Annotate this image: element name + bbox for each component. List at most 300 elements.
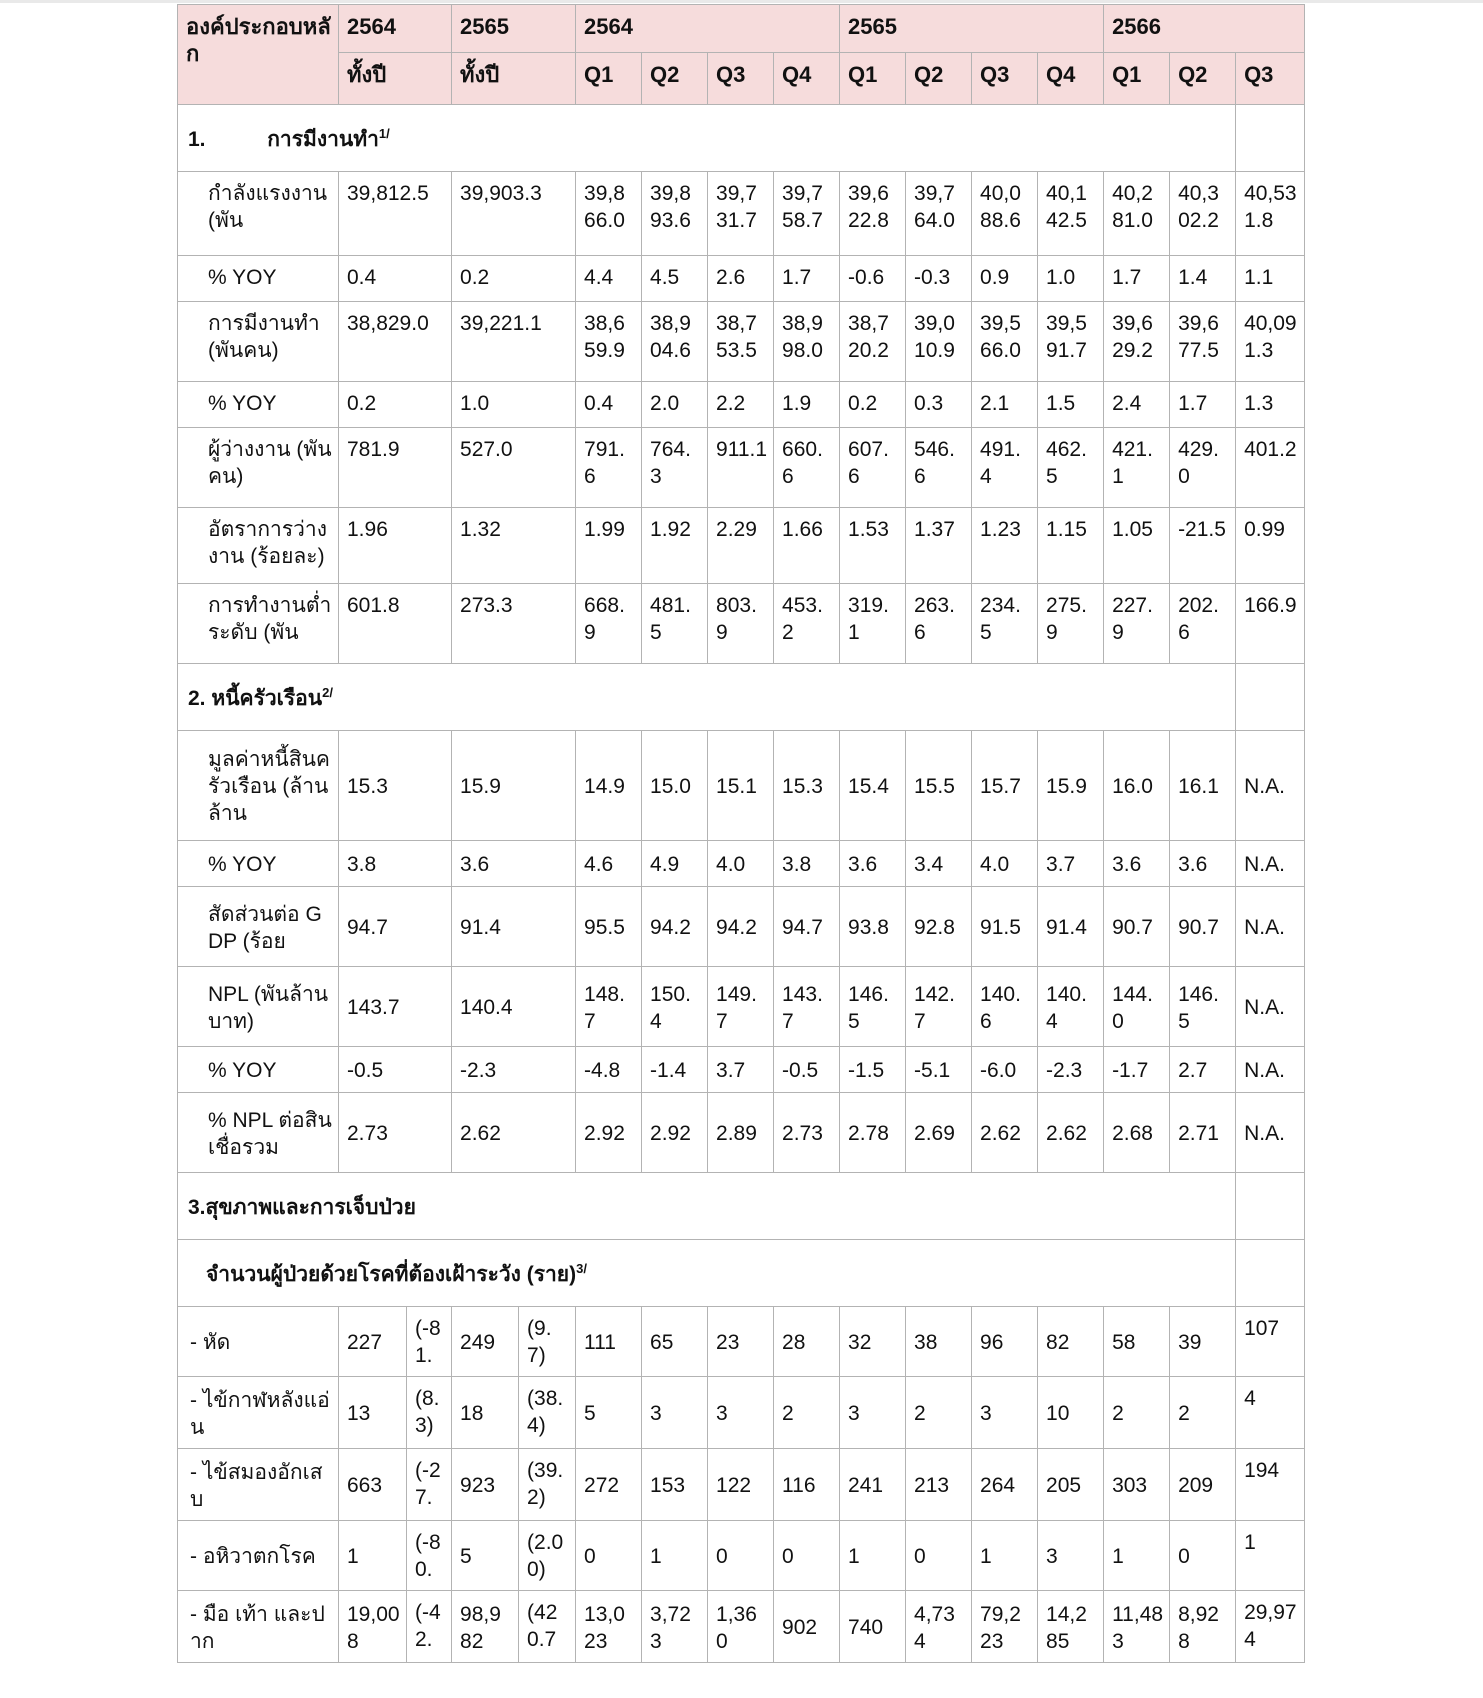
value-quarter: 3 [642,1377,708,1449]
value-2565-year: 39,221.1 [452,302,576,382]
row-label: ผู้ว่างงาน (พันคน) [178,428,339,508]
row-label: - ไข้สมองอักเสบ [178,1449,339,1521]
value-2565-year: 1.32 [452,508,576,584]
change-2565: (38.4) [519,1377,576,1449]
value-quarter: 65 [642,1307,708,1377]
footnote-marker: 2/ [322,684,333,700]
value-quarter: 303 [1104,1449,1170,1521]
value-quarter: 2.71 [1170,1093,1236,1173]
row-label: NPL (พันล้านบาท) [178,967,339,1047]
value-quarter: N.A. [1236,1093,1305,1173]
section-empty-cell [1236,1240,1305,1307]
header-q1: Q1 [576,53,642,105]
value-quarter: 39,622.8 [840,172,906,256]
value-quarter: 38,998.0 [774,302,840,382]
value-quarter: -1.7 [1104,1047,1170,1093]
value-quarter: 272 [576,1449,642,1521]
value-quarter: 3,723 [642,1591,708,1663]
value-2565-year: 273.3 [452,584,576,664]
cases-2564: 1 [339,1521,407,1591]
value-quarter: 1 [1104,1521,1170,1591]
value-quarter: 96 [972,1307,1038,1377]
section-title [178,105,1236,172]
value-quarter: 2.78 [840,1093,906,1173]
value-quarter: 32 [840,1307,906,1377]
value-quarter: 111 [576,1307,642,1377]
value-quarter: 4.9 [642,841,708,887]
value-quarter: 166.9 [1236,584,1305,664]
value-quarter: 143.7 [774,967,840,1047]
value-quarter: 241 [840,1449,906,1521]
table-row [178,1521,1305,1591]
section-health [178,1173,1305,1240]
subsection-title [178,1240,1236,1307]
value-quarter: 39,677.5 [1170,302,1236,382]
row-label: % YOY [178,1047,339,1093]
value-quarter: 93.8 [840,887,906,967]
value-2564-year: 1.96 [339,508,452,584]
value-quarter: 0 [906,1521,972,1591]
value-quarter: 0 [774,1521,840,1591]
value-quarter: 38,904.6 [642,302,708,382]
value-quarter: 92.8 [906,887,972,967]
value-quarter: 429.0 [1170,428,1236,508]
value-quarter: 40,142.5 [1038,172,1104,256]
row-label: - มือ เท้า และปาก [178,1591,339,1663]
disease-rows [178,1307,1305,1663]
table-row [178,1093,1305,1173]
change-2565: (39.2) [519,1449,576,1521]
value-quarter: 4.0 [708,841,774,887]
value-quarter: 13,023 [576,1591,642,1663]
value-quarter: 28 [774,1307,840,1377]
value-quarter: 202.6 [1170,584,1236,664]
value-quarter: 902 [774,1591,840,1663]
row-label: อัตราการว่างงาน (ร้อยละ) [178,508,339,584]
value-quarter: 3.4 [906,841,972,887]
value-quarter: 148.7 [576,967,642,1047]
header-q2: Q2 [1170,53,1236,105]
section-number: 1. [188,127,206,151]
table-row [178,967,1305,1047]
value-quarter: 2.7 [1170,1047,1236,1093]
value-quarter: N.A. [1236,1047,1305,1093]
value-quarter: 39,010.9 [906,302,972,382]
value-quarter: 1.23 [972,508,1038,584]
value-quarter: 3.7 [1038,841,1104,887]
value-quarter: 1.99 [576,508,642,584]
social-indicators-table [177,4,1305,1663]
value-2564-year: 601.8 [339,584,452,664]
value-quarter: 462.5 [1038,428,1104,508]
value-2564-year: 39,812.5 [339,172,452,256]
value-quarter: 150.4 [642,967,708,1047]
value-quarter: 4,734 [906,1591,972,1663]
value-quarter: 2.62 [1038,1093,1104,1173]
value-quarter: 38,753.5 [708,302,774,382]
value-quarter: 1.37 [906,508,972,584]
value-quarter: 1 [972,1521,1038,1591]
row-label: - หัด [178,1307,339,1377]
value-quarter: 2 [774,1377,840,1449]
table-row [178,841,1305,887]
value-quarter: 14,285 [1038,1591,1104,1663]
value-quarter: 146.5 [1170,967,1236,1047]
value-quarter: -0.3 [906,256,972,302]
cases-2564: 13 [339,1377,407,1449]
value-quarter: -21.5 [1170,508,1236,584]
value-quarter: N.A. [1236,841,1305,887]
value-2564-year: 3.8 [339,841,452,887]
cases-2565: 5 [452,1521,519,1591]
header-q4: Q4 [1038,53,1104,105]
value-quarter: 0 [576,1521,642,1591]
section-employment [178,105,1305,172]
value-quarter: 0.2 [840,382,906,428]
value-quarter: 2.2 [708,382,774,428]
value-quarter: -1.4 [642,1047,708,1093]
value-quarter: 2.0 [642,382,708,428]
value-quarter: 39,591.7 [1038,302,1104,382]
value-2564-year: 94.7 [339,887,452,967]
value-quarter: -6.0 [972,1047,1038,1093]
value-quarter: 911.1 [708,428,774,508]
value-quarter: 15.7 [972,731,1038,841]
value-quarter: 607.6 [840,428,906,508]
value-quarter: 3.6 [1170,841,1236,887]
table-row [178,302,1305,382]
change-2565: (2.00) [519,1521,576,1591]
footnote-marker: 1/ [378,125,390,141]
change-2564: (-42. [407,1591,452,1663]
value-quarter: 2 [1104,1377,1170,1449]
value-quarter: 546.6 [906,428,972,508]
value-quarter: 2 [1170,1377,1236,1449]
value-quarter: 58 [1104,1307,1170,1377]
value-2565-year: 1.0 [452,382,576,428]
header-q2: Q2 [906,53,972,105]
value-quarter: 5 [576,1377,642,1449]
value-quarter: 82 [1038,1307,1104,1377]
value-quarter: 234.5 [972,584,1038,664]
value-quarter: 319.1 [840,584,906,664]
value-quarter: 2.68 [1104,1093,1170,1173]
header-row-periods [178,53,1305,105]
value-quarter: 39,764.0 [906,172,972,256]
value-quarter: -5.1 [906,1047,972,1093]
value-quarter: 140.6 [972,967,1038,1047]
value-quarter: 2.69 [906,1093,972,1173]
value-quarter: 227.9 [1104,584,1170,664]
value-quarter: 3.8 [774,841,840,887]
value-quarter: 1 [1236,1521,1305,1591]
row-label: - ไข้กาฬหลังแอ่น [178,1377,339,1449]
value-quarter: 668.9 [576,584,642,664]
value-quarter: 40,088.6 [972,172,1038,256]
cases-2564: 227 [339,1307,407,1377]
header-year-2564: 2564 [339,5,452,53]
value-quarter: 1.66 [774,508,840,584]
value-quarter: 803.9 [708,584,774,664]
row-label: % NPL ต่อสินเชื่อรวม [178,1093,339,1173]
value-quarter: 2.92 [576,1093,642,1173]
value-quarter: 0 [1170,1521,1236,1591]
value-quarter: 39,566.0 [972,302,1038,382]
row-label: สัดส่วนต่อ GDP (ร้อย [178,887,339,967]
value-quarter: 15.1 [708,731,774,841]
value-quarter: 40,281.0 [1104,172,1170,256]
header-whole-year-2565: ทั้งปี [452,53,576,105]
value-quarter: 116 [774,1449,840,1521]
value-quarter: 491.4 [972,428,1038,508]
table-row [178,1591,1305,1663]
value-quarter: 91.5 [972,887,1038,967]
cases-2564: 663 [339,1449,407,1521]
header-year-2565: 2565 [452,5,576,53]
row-label: - อหิวาตกโรค [178,1521,339,1591]
table-row [178,256,1305,302]
value-quarter: 15.5 [906,731,972,841]
value-quarter: 29,974 [1236,1591,1305,1663]
value-quarter: 740 [840,1591,906,1663]
section-debt-title: 2. หนี้ครัวเรือน [188,686,323,710]
subsection-disease [178,1240,1305,1307]
header-q3: Q3 [972,53,1038,105]
row-label: การมีงานทำ (พันคน) [178,302,339,382]
value-quarter: 40,531.8 [1236,172,1305,256]
value-quarter: 4.6 [576,841,642,887]
value-quarter: 3 [840,1377,906,1449]
value-quarter: 2.29 [708,508,774,584]
value-quarter: 205 [1038,1449,1104,1521]
table-row [178,584,1305,664]
cases-2565: 923 [452,1449,519,1521]
value-quarter: 2.1 [972,382,1038,428]
header-quarters-2566: 2566 [1104,5,1305,53]
value-quarter: 2.92 [642,1093,708,1173]
value-quarter: 453.2 [774,584,840,664]
value-quarter: 16.1 [1170,731,1236,841]
value-quarter: 144.0 [1104,967,1170,1047]
table-row [178,887,1305,967]
section-empty-cell [1236,664,1305,731]
value-quarter: 39,866.0 [576,172,642,256]
value-2564-year: 0.2 [339,382,452,428]
row-label: % YOY [178,256,339,302]
value-quarter: 94.2 [642,887,708,967]
value-2565-year: 0.2 [452,256,576,302]
value-quarter: 4.5 [642,256,708,302]
value-quarter: 2.6 [708,256,774,302]
value-quarter: N.A. [1236,731,1305,841]
header-q4: Q4 [774,53,840,105]
value-quarter: 1.1 [1236,256,1305,302]
top-border [0,0,1483,3]
value-quarter: 0 [708,1521,774,1591]
value-quarter: 94.7 [774,887,840,967]
header-component [178,5,339,105]
value-quarter: 0.99 [1236,508,1305,584]
value-2564-year: -0.5 [339,1047,452,1093]
value-quarter: 140.4 [1038,967,1104,1047]
section-employment-title: การมีงานทำ [267,127,379,151]
value-quarter: 0.4 [576,382,642,428]
value-quarter: 15.3 [774,731,840,841]
value-quarter: 194 [1236,1449,1305,1521]
value-quarter: 3.6 [1104,841,1170,887]
table-row [178,428,1305,508]
value-quarter: 3 [1038,1521,1104,1591]
row-label: มูลค่าหนี้สินครัวเรือน (ล้านล้าน [178,731,339,841]
value-quarter: 38 [906,1307,972,1377]
value-quarter: 1.92 [642,508,708,584]
value-quarter: 1.15 [1038,508,1104,584]
cases-2564: 19,008 [339,1591,407,1663]
header-row-years [178,5,1305,53]
value-quarter: 2.89 [708,1093,774,1173]
value-quarter: 39,731.7 [708,172,774,256]
value-quarter: 90.7 [1104,887,1170,967]
debt-rows [178,731,1305,1173]
value-quarter: -0.6 [840,256,906,302]
table-row [178,731,1305,841]
table-row [178,382,1305,428]
value-quarter: 149.7 [708,967,774,1047]
section-health-title: 3.สุขภาพและการเจ็บป่วย [188,1195,416,1219]
value-quarter: N.A. [1236,967,1305,1047]
value-quarter: 153 [642,1449,708,1521]
value-2564-year: 143.7 [339,967,452,1047]
change-2564: (-80. [407,1521,452,1591]
header-quarters-2564: 2564 [576,5,840,53]
value-quarter: 421.1 [1104,428,1170,508]
cases-2565: 98,982 [452,1591,519,1663]
value-quarter: 107 [1236,1307,1305,1377]
value-2565-year: 3.6 [452,841,576,887]
table-row [178,508,1305,584]
value-2565-year: 140.4 [452,967,576,1047]
value-quarter: 401.2 [1236,428,1305,508]
value-quarter: 11,483 [1104,1591,1170,1663]
value-quarter: 38,720.2 [840,302,906,382]
header-q2: Q2 [642,53,708,105]
value-quarter: 0.3 [906,382,972,428]
value-quarter: 1.0 [1038,256,1104,302]
value-quarter: 40,302.2 [1170,172,1236,256]
cases-2565: 249 [452,1307,519,1377]
header-quarters-2565: 2565 [840,5,1104,53]
value-quarter: 1,360 [708,1591,774,1663]
footnote-marker: 3/ [576,1260,587,1276]
value-quarter: 263.6 [906,584,972,664]
value-2565-year: 39,903.3 [452,172,576,256]
cases-2565: 18 [452,1377,519,1449]
value-quarter: 4 [1236,1377,1305,1449]
value-quarter: N.A. [1236,887,1305,967]
section-title [178,664,1236,731]
value-quarter: 2 [906,1377,972,1449]
value-quarter: 16.0 [1104,731,1170,841]
value-quarter: 2.73 [774,1093,840,1173]
value-quarter: 3.7 [708,1047,774,1093]
value-quarter: 3 [972,1377,1038,1449]
value-quarter: 660.6 [774,428,840,508]
value-quarter: 1.53 [840,508,906,584]
header-q1: Q1 [840,53,906,105]
section-title [178,1173,1236,1240]
header-q1: Q1 [1104,53,1170,105]
value-2565-year: -2.3 [452,1047,576,1093]
employment-rows [178,172,1305,664]
value-quarter: -1.5 [840,1047,906,1093]
value-2565-year: 91.4 [452,887,576,967]
value-quarter: -2.3 [1038,1047,1104,1093]
value-quarter: 15.9 [1038,731,1104,841]
value-quarter: 146.5 [840,967,906,1047]
section-empty-cell [1236,105,1305,172]
value-quarter: 3 [708,1377,774,1449]
row-label: % YOY [178,841,339,887]
value-quarter: 3.6 [840,841,906,887]
value-2565-year: 2.62 [452,1093,576,1173]
header-q3: Q3 [708,53,774,105]
row-label: การทำงานต่ำระดับ (พัน [178,584,339,664]
value-quarter: -4.8 [576,1047,642,1093]
value-quarter: 91.4 [1038,887,1104,967]
value-quarter: 2.62 [972,1093,1038,1173]
value-quarter: 0.9 [972,256,1038,302]
value-2564-year: 38,829.0 [339,302,452,382]
value-quarter: 14.9 [576,731,642,841]
value-quarter: 1.4 [1170,256,1236,302]
value-quarter: 1.9 [774,382,840,428]
value-quarter: 142.7 [906,967,972,1047]
value-quarter: 95.5 [576,887,642,967]
value-quarter: 1.3 [1236,382,1305,428]
value-quarter: 1 [840,1521,906,1591]
value-quarter: 39,893.6 [642,172,708,256]
value-quarter: 2.4 [1104,382,1170,428]
value-2565-year: 527.0 [452,428,576,508]
change-2565: (420.7 [519,1591,576,1663]
section-empty-cell [1236,1173,1305,1240]
table-row [178,1047,1305,1093]
value-quarter: 122 [708,1449,774,1521]
table-row [178,1377,1305,1449]
value-quarter: 94.2 [708,887,774,967]
value-quarter: 10 [1038,1377,1104,1449]
header-whole-year-2564: ทั้งปี [339,53,452,105]
value-quarter: 39,758.7 [774,172,840,256]
value-quarter: 39,629.2 [1104,302,1170,382]
value-quarter: 1.05 [1104,508,1170,584]
table-row [178,172,1305,256]
change-2564: (8.3) [407,1377,452,1449]
value-quarter: 40,091.3 [1236,302,1305,382]
table-row [178,1449,1305,1521]
table-row [178,1307,1305,1377]
value-quarter: 275.9 [1038,584,1104,664]
subsection-disease-title: จำนวนผู้ป่วยด้วยโรคที่ต้องเฝ้าระวัง (ราย) [206,1262,577,1286]
value-quarter: 38,659.9 [576,302,642,382]
value-quarter: 23 [708,1307,774,1377]
value-quarter: 4.0 [972,841,1038,887]
value-quarter: 90.7 [1170,887,1236,967]
value-2565-year: 15.9 [452,731,576,841]
value-2564-year: 15.3 [339,731,452,841]
row-label: กำลังแรงงาน (พัน [178,172,339,256]
value-quarter: 1.7 [1170,382,1236,428]
